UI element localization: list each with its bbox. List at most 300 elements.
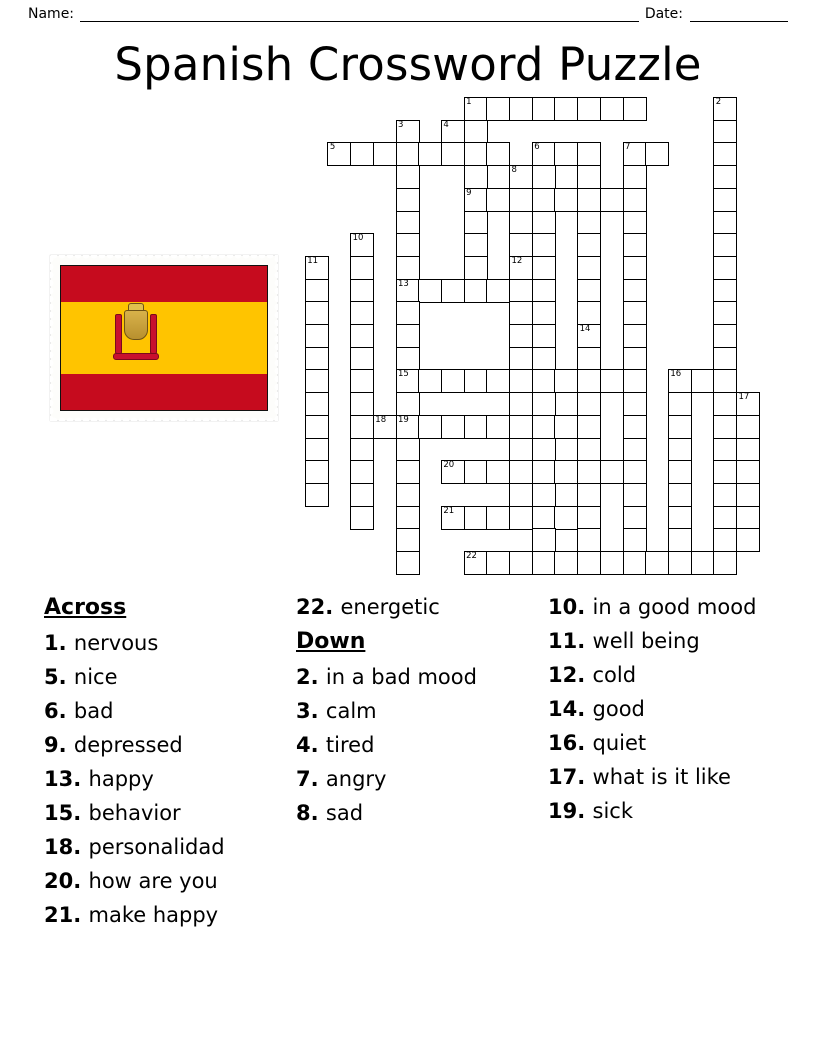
grid-cell[interactable] <box>554 551 578 575</box>
grid-cell[interactable] <box>418 369 442 393</box>
grid-cell[interactable] <box>327 142 351 166</box>
grid-cell[interactable] <box>713 97 737 121</box>
clue-number: 15. <box>44 800 89 825</box>
clue-line <box>548 760 774 794</box>
grid-cell-number: 9 <box>466 187 472 198</box>
grid-cell[interactable] <box>532 324 556 348</box>
clue-line <box>548 692 774 726</box>
clue-line <box>44 626 270 660</box>
grid-cell[interactable] <box>350 460 374 484</box>
grid-cell[interactable] <box>532 392 556 416</box>
grid-cell[interactable] <box>713 460 737 484</box>
grid-cell-number: 14 <box>579 324 591 334</box>
grid-cell[interactable] <box>577 551 601 575</box>
grid-cell[interactable] <box>713 301 737 325</box>
clue-text: happy <box>88 766 154 791</box>
grid-cell-number: 1 <box>466 97 472 107</box>
grid-cell[interactable] <box>373 142 397 166</box>
grid-cell[interactable] <box>509 347 533 371</box>
grid-cell[interactable] <box>713 506 737 530</box>
clue-number: 1. <box>44 630 74 655</box>
grid-cell[interactable] <box>350 483 374 507</box>
grid-cell[interactable] <box>713 120 737 144</box>
grid-cell[interactable] <box>441 142 465 166</box>
grid-cell[interactable] <box>418 279 442 303</box>
grid-cell[interactable] <box>441 415 465 439</box>
grid-cell[interactable] <box>350 506 374 530</box>
grid-cell-number: 4 <box>443 119 449 130</box>
grid-cell[interactable] <box>486 506 510 530</box>
grid-cell[interactable] <box>668 369 692 393</box>
page-title: Spanish Crossword Puzzle <box>114 38 702 91</box>
grid-cell[interactable] <box>305 392 329 416</box>
grid-cell[interactable] <box>736 392 760 416</box>
grid-cell[interactable] <box>645 142 669 166</box>
grid-cell[interactable] <box>532 506 556 530</box>
grid-cell[interactable] <box>305 347 329 371</box>
grid-cell[interactable] <box>396 415 420 439</box>
grid-cell[interactable] <box>577 142 601 166</box>
grid-cell[interactable] <box>441 120 465 144</box>
grid-cell[interactable] <box>509 438 533 462</box>
grid-cell[interactable] <box>509 188 533 212</box>
grid-cell[interactable] <box>600 551 624 575</box>
grid-cell[interactable] <box>509 369 533 393</box>
grid-cell[interactable] <box>532 165 556 189</box>
grid-cell[interactable] <box>713 256 737 280</box>
grid-cell[interactable] <box>645 551 669 575</box>
grid-cell[interactable] <box>577 415 601 439</box>
grid-cell[interactable] <box>396 188 420 212</box>
grid-cell[interactable] <box>623 347 647 371</box>
grid-cell[interactable] <box>464 551 488 575</box>
grid-cell[interactable] <box>350 233 374 257</box>
grid-cell[interactable] <box>441 506 465 530</box>
grid-cell[interactable] <box>668 506 692 530</box>
grid-cell[interactable] <box>577 256 601 280</box>
grid-cell[interactable] <box>305 438 329 462</box>
clue-line <box>296 590 522 624</box>
grid-cell[interactable] <box>350 415 374 439</box>
grid-cell[interactable] <box>532 211 556 235</box>
grid-cell[interactable] <box>532 415 556 439</box>
grid-cell[interactable] <box>418 415 442 439</box>
grid-cell[interactable] <box>577 483 601 507</box>
clue-text: how are you <box>88 868 218 893</box>
grid-cell[interactable] <box>509 211 533 235</box>
grid-cell[interactable] <box>736 528 760 552</box>
grid-cell[interactable] <box>396 120 420 144</box>
grid-cell[interactable] <box>441 279 465 303</box>
grid-cell[interactable] <box>418 142 442 166</box>
grid-cell[interactable] <box>396 347 420 371</box>
clue-line <box>548 590 774 624</box>
grid-cell[interactable] <box>350 347 374 371</box>
grid-cell[interactable] <box>509 392 533 416</box>
grid-cell[interactable] <box>441 460 465 484</box>
grid-cell[interactable] <box>486 279 510 303</box>
grid-cell[interactable] <box>509 415 533 439</box>
grid-cell[interactable] <box>736 438 760 462</box>
grid-cell[interactable] <box>713 347 737 371</box>
grid-cell[interactable] <box>668 483 692 507</box>
clue-line <box>44 660 270 694</box>
grid-cell[interactable] <box>396 279 420 303</box>
grid-cell[interactable] <box>305 369 329 393</box>
clue-text: cold <box>592 663 637 688</box>
clue-line <box>44 796 270 830</box>
name-date-header <box>0 0 816 22</box>
grid-cell-number: 18 <box>375 414 387 425</box>
name-label: Name: <box>28 6 75 22</box>
grid-cell-number: 8 <box>511 165 517 176</box>
grid-cell[interactable] <box>577 233 601 257</box>
grid-cell-number: 6 <box>534 142 540 153</box>
grid-cell[interactable] <box>713 211 737 235</box>
grid-cell[interactable] <box>554 97 578 121</box>
grid-cell[interactable] <box>736 415 760 439</box>
grid-cell[interactable] <box>396 483 420 507</box>
grid-cell[interactable] <box>396 460 420 484</box>
grid-cell[interactable] <box>713 233 737 257</box>
grid-cell[interactable] <box>486 188 510 212</box>
grid-cell[interactable] <box>736 483 760 507</box>
grid-cell[interactable] <box>623 460 647 484</box>
grid-cell[interactable] <box>396 506 420 530</box>
grid-cell[interactable] <box>350 438 374 462</box>
clue-lists <box>44 590 774 932</box>
pillar-right-shape <box>150 314 157 354</box>
grid-cell[interactable] <box>554 369 578 393</box>
grid-cell[interactable] <box>305 415 329 439</box>
clue-number: 13. <box>44 766 89 791</box>
grid-cell[interactable] <box>623 233 647 257</box>
grid-cell[interactable] <box>464 279 488 303</box>
grid-cell[interactable] <box>350 324 374 348</box>
grid-cell[interactable] <box>396 233 420 257</box>
grid-cell[interactable] <box>509 460 533 484</box>
grid-cell[interactable] <box>623 415 647 439</box>
grid-cell[interactable] <box>713 188 737 212</box>
grid-cell[interactable] <box>623 256 647 280</box>
clue-text: behavior <box>88 800 181 825</box>
grid-cell[interactable] <box>305 483 329 507</box>
grid-cell[interactable] <box>691 369 715 393</box>
grid-cell[interactable] <box>577 324 601 348</box>
ribbon-shape <box>113 353 159 360</box>
clue-line <box>296 660 522 694</box>
clue-column-2 <box>296 590 522 932</box>
clue-text: in a good mood <box>592 595 757 619</box>
grid-cell[interactable] <box>623 211 647 235</box>
date-label: Date: <box>644 6 683 22</box>
grid-cell[interactable] <box>350 369 374 393</box>
grid-cell[interactable] <box>532 551 556 575</box>
grid-cell[interactable] <box>554 188 578 212</box>
grid-cell[interactable] <box>713 324 737 348</box>
date-write-line[interactable] <box>690 9 788 22</box>
grid-cell[interactable] <box>509 233 533 257</box>
grid-cell[interactable] <box>577 392 601 416</box>
grid-cell[interactable] <box>464 506 488 530</box>
grid-cell[interactable] <box>713 165 737 189</box>
grid-cell[interactable] <box>532 188 556 212</box>
grid-cell[interactable] <box>577 211 601 235</box>
grid-cell[interactable] <box>623 142 647 166</box>
grid-cell-number: 7 <box>625 142 631 153</box>
grid-cell[interactable] <box>509 551 533 575</box>
grid-cell[interactable] <box>577 188 601 212</box>
grid-cell[interactable] <box>577 506 601 530</box>
clue-number: 7. <box>296 766 326 791</box>
grid-cell[interactable] <box>532 256 556 280</box>
clue-text: energetic <box>340 595 440 619</box>
grid-cell-number: 17 <box>738 392 750 403</box>
grid-cell[interactable] <box>532 279 556 303</box>
flag-stripe-top <box>61 266 267 302</box>
grid-cell[interactable] <box>577 97 601 121</box>
grid-cell[interactable] <box>509 324 533 348</box>
grid-cell[interactable] <box>396 392 420 416</box>
grid-cell[interactable] <box>668 415 692 439</box>
grid-cell[interactable] <box>396 551 420 575</box>
grid-cell[interactable] <box>623 392 647 416</box>
grid-cell[interactable] <box>736 506 760 530</box>
clue-text: make happy <box>88 902 219 927</box>
grid-cell[interactable] <box>577 438 601 462</box>
grid-cell[interactable] <box>736 460 760 484</box>
grid-cell-number: 15 <box>398 369 409 380</box>
grid-cell[interactable] <box>713 415 737 439</box>
grid-cell[interactable] <box>396 165 420 189</box>
grid-cell[interactable] <box>600 97 624 121</box>
grid-cell-number: 20 <box>443 460 455 471</box>
grid-cell[interactable] <box>509 165 533 189</box>
across-heading: Across <box>44 595 127 620</box>
clue-text: what is it like <box>592 765 731 790</box>
grid-cell[interactable] <box>713 279 737 303</box>
clue-number: 21. <box>44 902 89 927</box>
grid-cell[interactable] <box>623 279 647 303</box>
grid-cell-number: 3 <box>398 119 404 130</box>
flag-stripe-middle <box>61 302 267 374</box>
clue-line <box>44 898 270 932</box>
grid-cell[interactable] <box>532 97 556 121</box>
grid-cell[interactable] <box>577 460 601 484</box>
shield-shape <box>124 310 148 340</box>
grid-cell[interactable] <box>464 460 488 484</box>
spain-flag-stamp-icon <box>50 255 278 421</box>
grid-cell[interactable] <box>396 369 420 393</box>
grid-cell[interactable] <box>532 142 556 166</box>
grid-cell[interactable] <box>532 233 556 257</box>
grid-cell[interactable] <box>305 256 329 280</box>
grid-cell[interactable] <box>691 551 715 575</box>
clue-line <box>548 726 774 760</box>
grid-cell[interactable] <box>464 211 488 235</box>
grid-cell[interactable] <box>623 528 647 552</box>
grid-cell[interactable] <box>486 415 510 439</box>
grid-cell[interactable] <box>668 392 692 416</box>
clue-line <box>548 794 774 828</box>
clue-number: 18. <box>44 834 89 859</box>
clue-text: nervous <box>73 630 159 655</box>
grid-cell[interactable] <box>668 528 692 552</box>
grid-cell[interactable] <box>668 551 692 575</box>
grid-cell[interactable] <box>464 142 488 166</box>
clue-text: depressed <box>73 732 183 757</box>
clue-number: 2. <box>296 664 326 689</box>
clue-text: good <box>592 697 645 722</box>
grid-cell[interactable] <box>486 460 510 484</box>
grid-cell-number: 5 <box>329 142 336 153</box>
grid-cell[interactable] <box>532 460 556 484</box>
grid-cell[interactable] <box>486 369 510 393</box>
grid-cell[interactable] <box>713 369 737 393</box>
grid-cell[interactable] <box>623 97 647 121</box>
grid-cell[interactable] <box>532 347 556 371</box>
grid-cell-number: 11 <box>307 255 319 266</box>
grid-cell[interactable] <box>623 506 647 530</box>
grid-cell[interactable] <box>509 97 533 121</box>
clue-line <box>296 728 522 762</box>
grid-cell[interactable] <box>396 142 420 166</box>
grid-cell[interactable] <box>623 188 647 212</box>
clue-column-3 <box>548 590 774 932</box>
grid-cell[interactable] <box>577 165 601 189</box>
coat-of-arms-icon <box>115 308 157 362</box>
grid-cell[interactable] <box>668 438 692 462</box>
clue-text: sick <box>592 799 633 824</box>
grid-cell[interactable] <box>350 301 374 325</box>
grid-cell[interactable] <box>577 279 601 303</box>
grid-cell[interactable] <box>623 324 647 348</box>
grid-cell[interactable] <box>464 188 488 212</box>
grid-cell[interactable] <box>668 460 692 484</box>
grid-cell[interactable] <box>600 460 624 484</box>
grid-cell[interactable] <box>713 528 737 552</box>
grid-cell[interactable] <box>713 483 737 507</box>
grid-cell[interactable] <box>464 256 488 280</box>
down-heading: Down <box>296 629 366 655</box>
grid-cell[interactable] <box>713 142 737 166</box>
clue-number: 6. <box>44 698 74 723</box>
grid-cell[interactable] <box>554 142 578 166</box>
grid-cell[interactable] <box>373 415 397 439</box>
grid-cell[interactable] <box>464 165 488 189</box>
grid-cell[interactable] <box>509 301 533 325</box>
grid-cell[interactable] <box>305 324 329 348</box>
grid-cell[interactable] <box>577 347 601 371</box>
grid-cell[interactable] <box>713 392 737 416</box>
grid-cell[interactable] <box>396 528 420 552</box>
clue-number: 8. <box>296 800 326 825</box>
grid-cell[interactable] <box>486 142 510 166</box>
grid-cell[interactable] <box>464 415 488 439</box>
clue-line <box>44 694 270 728</box>
grid-cell[interactable] <box>441 369 465 393</box>
grid-cell[interactable] <box>532 483 556 507</box>
grid-cell[interactable] <box>532 301 556 325</box>
grid-cell[interactable] <box>509 506 533 530</box>
clue-line <box>44 762 270 796</box>
grid-cell[interactable] <box>623 369 647 393</box>
grid-cell[interactable] <box>623 551 647 575</box>
clue-number: 20. <box>44 868 89 893</box>
clue-number: 22. <box>296 595 341 619</box>
clue-line <box>44 864 270 898</box>
grid-cell[interactable] <box>600 369 624 393</box>
puzzle-area <box>0 97 816 577</box>
grid-cell[interactable] <box>577 301 601 325</box>
grid-cell[interactable] <box>554 460 578 484</box>
clue-text: well being <box>592 629 700 654</box>
grid-cell[interactable] <box>396 301 420 325</box>
clue-text: personalidad <box>88 834 225 859</box>
grid-cell[interactable] <box>713 551 737 575</box>
grid-cell[interactable] <box>577 528 601 552</box>
grid-cell[interactable] <box>396 256 420 280</box>
grid-cell-number: 10 <box>352 233 364 244</box>
grid-cell[interactable] <box>396 438 420 462</box>
grid-cell[interactable] <box>577 369 601 393</box>
grid-cell-number: 21 <box>443 505 455 516</box>
grid-cell[interactable] <box>532 369 556 393</box>
grid-cell[interactable] <box>305 279 329 303</box>
flag-image <box>60 265 268 411</box>
grid-cell[interactable] <box>350 392 374 416</box>
grid-cell[interactable] <box>554 506 578 530</box>
grid-cell[interactable] <box>532 438 556 462</box>
grid-cell[interactable] <box>350 142 374 166</box>
clue-line <box>296 762 522 796</box>
grid-cell[interactable] <box>509 483 533 507</box>
grid-cell[interactable] <box>623 301 647 325</box>
clue-line <box>44 728 270 762</box>
grid-cell[interactable] <box>350 256 374 280</box>
grid-cell[interactable] <box>305 301 329 325</box>
grid-cell[interactable] <box>623 438 647 462</box>
grid-cell[interactable] <box>509 256 533 280</box>
grid-cell[interactable] <box>486 551 510 575</box>
grid-cell[interactable] <box>305 460 329 484</box>
grid-cell[interactable] <box>464 233 488 257</box>
grid-cell[interactable] <box>464 120 488 144</box>
grid-cell[interactable] <box>396 324 420 348</box>
clue-number: 3. <box>296 698 326 723</box>
grid-cell[interactable] <box>350 279 374 303</box>
grid-cell[interactable] <box>509 279 533 303</box>
grid-cell[interactable] <box>600 188 624 212</box>
grid-cell[interactable] <box>464 369 488 393</box>
clue-text: angry <box>325 766 387 791</box>
grid-cell[interactable] <box>532 528 556 552</box>
grid-cell[interactable] <box>486 97 510 121</box>
grid-cell[interactable] <box>554 415 578 439</box>
grid-cell[interactable] <box>623 483 647 507</box>
clue-number: 10. <box>548 595 593 619</box>
name-write-line[interactable] <box>80 9 639 22</box>
clue-number: 5. <box>44 664 74 689</box>
clue-text: quiet <box>592 731 647 756</box>
grid-cell-number: 12 <box>511 255 523 266</box>
grid-cell[interactable] <box>623 165 647 189</box>
grid-cell[interactable] <box>464 97 488 121</box>
grid-cell[interactable] <box>396 211 420 235</box>
clue-text: calm <box>325 698 377 723</box>
clue-number: 17. <box>548 765 593 790</box>
grid-cell[interactable] <box>713 438 737 462</box>
